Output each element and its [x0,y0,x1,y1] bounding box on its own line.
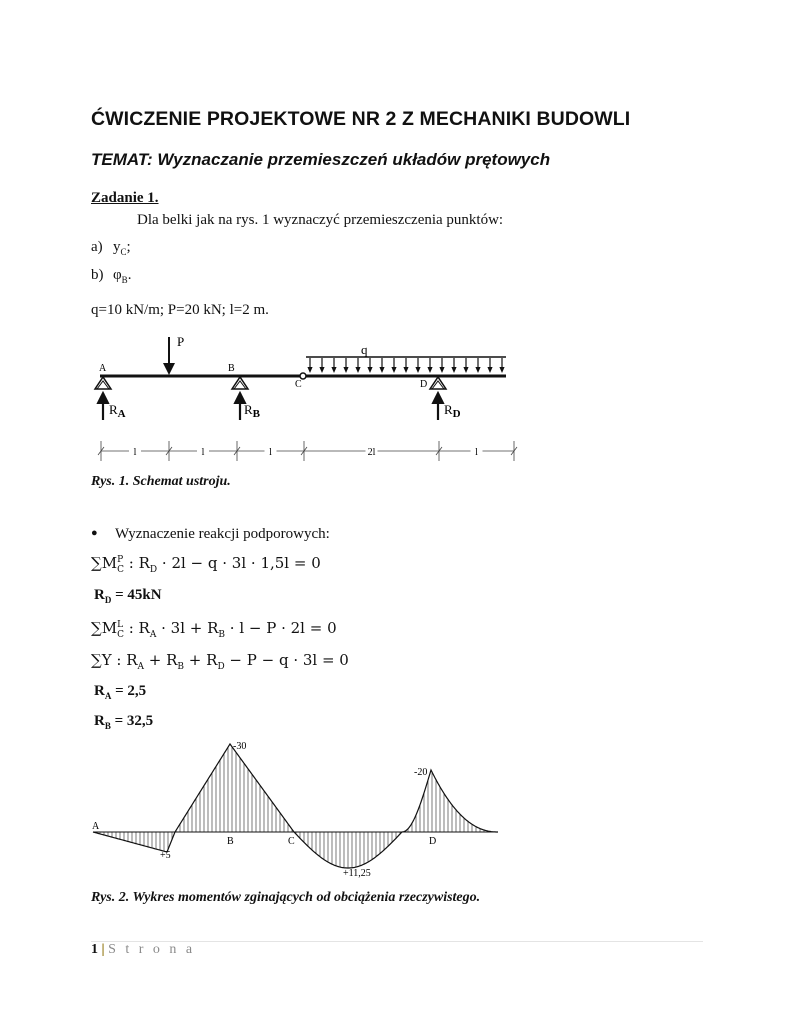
item-tail: . [127,267,132,283]
item-subscript: B [121,275,128,285]
page-subtitle: TEMAT: Wyznaczanie przemieszczeń układów prętowych [91,150,551,169]
dimension-label: l [475,447,478,458]
item-symbol: φ [113,267,122,283]
figure-2-caption: Rys. 2. Wykres momentów zginających od obciążenia rzeczywistego. [91,890,481,905]
label-c: C [288,836,295,847]
moment-curve [93,744,498,868]
label-a: A [92,821,100,832]
dimension-label: l [133,447,137,458]
label-ra: $R_A$ [109,402,126,420]
value-minus-30: -30 [233,741,247,752]
task-heading: Zadanie 1. [91,190,159,206]
reactions-bullet: ● Wyznaczenie reakcji podporowych: [91,526,330,542]
label-a: A [99,363,107,374]
footer-page-word: S t r o n a [108,942,196,957]
item-subscript: C [120,247,127,257]
label-b: B [228,363,235,374]
result-rb: $R_B = 32,5$ [94,713,154,731]
label-d: D [420,379,428,390]
given-values: q=10 kN/m; P=20 kN; l=2 m. [91,302,269,318]
value-plus-11-25: +11,25 [343,868,371,879]
list-item-label: a) [91,239,103,255]
label-rd: $R_D$ [444,402,461,420]
dimension-label: l [269,447,272,458]
item-symbol: y [113,239,121,255]
reactions-bullet-text: Wyznaczenie reakcji podporowych: [115,526,330,542]
label-d: D [429,836,437,847]
item-tail: ; [126,239,131,255]
figure-1-caption: Rys. 1. Schemat ustroju. [91,474,231,489]
label-c: C [295,379,302,390]
equation-2: $\sum M^L_C$ : $R_A \cdot 3l + R_B \cdot l - P \cdot 2l = 0$ [91,619,337,640]
footer-separator: | [101,942,105,957]
list-item-label: b) [91,267,104,283]
value-minus-20: -20 [414,767,428,778]
task-intro: Dla belki jak na rys. 1 wyznaczyć przemieszczenia punktów: [137,212,504,228]
dimension-label: 2l [367,447,376,458]
page-footer [91,942,195,958]
page-number: 1 [91,942,98,957]
label-b: B [227,836,234,847]
result-ra: $R_A = 2,5$ [94,683,147,701]
equation-1: $\sum M^P_C$ : $R_D \cdot 2l - q \cdot 3l \cdot 1,5l = 0$ [91,554,321,575]
label-q: q [361,342,368,357]
value-plus-5: +5 [160,850,171,861]
dimension-label: l [201,447,205,458]
label-p: P [177,334,185,349]
equation-3: ∑Y : $R_A + R_B + R_D - P - q \cdot 3l = 0$ [91,651,349,672]
page-title: ĆWICZENIE PROJEKTOWE NR 2 Z MECHANIKI BUDOWLI [91,108,631,130]
result-rd: $R_D = 45kN$ [94,587,162,605]
label-rb: $R_B$ [244,402,261,420]
